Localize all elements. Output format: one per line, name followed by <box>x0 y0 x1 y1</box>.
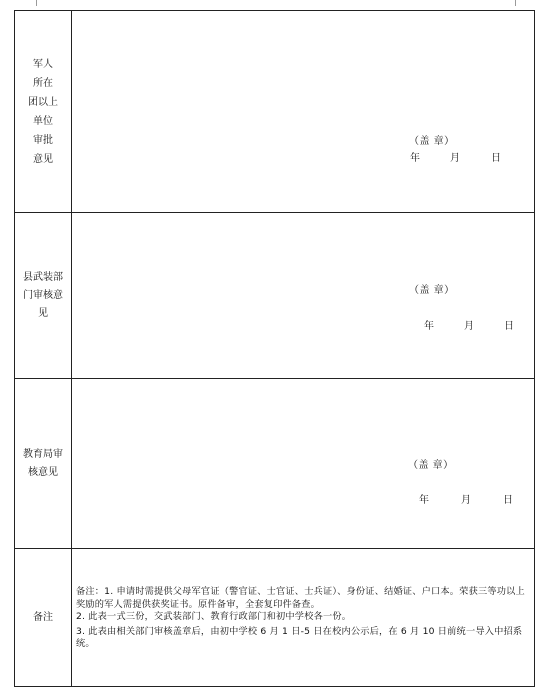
label-line: 单位 <box>33 115 53 127</box>
date-month: 月 <box>461 495 471 506</box>
approval-form-table <box>14 10 535 687</box>
label-line: 意见 <box>33 153 53 165</box>
label-armed-forces-review <box>15 213 72 379</box>
date-line <box>424 317 514 332</box>
date-day: 日 <box>503 495 513 506</box>
opinion-area-military-unit[interactable] <box>72 11 535 213</box>
label-military-unit-approval <box>15 11 72 213</box>
label-line: 教育局审 <box>23 448 63 460</box>
label-remarks: 备注 <box>15 549 72 687</box>
label-line: 军人 <box>33 58 53 70</box>
date-day: 日 <box>491 153 501 164</box>
date-line <box>410 149 501 164</box>
label-line: 见 <box>38 307 48 319</box>
date-year: 年 <box>424 321 434 332</box>
opinion-area-armed-forces[interactable] <box>72 213 535 379</box>
remarks-notes <box>76 586 526 651</box>
seal-placeholder: （盖 章） <box>408 460 454 471</box>
label-education-bureau-review <box>15 379 72 549</box>
seal-placeholder: （盖 章） <box>409 136 455 147</box>
date-day: 日 <box>504 321 514 332</box>
opinion-area-education-bureau[interactable] <box>72 379 535 549</box>
date-month: 月 <box>464 321 474 332</box>
label-line: 核意见 <box>28 466 58 478</box>
remark-line-2: 2. 此表一式三份，交武装部门、教育行政部门和初中学校各一份。 <box>76 611 352 622</box>
date-line <box>419 491 513 506</box>
row-armed-forces-review <box>15 213 535 379</box>
date-year: 年 <box>410 153 420 164</box>
date-year: 年 <box>419 495 429 506</box>
page-corner-mark-right <box>515 0 522 6</box>
page-corner-mark-left <box>30 0 37 6</box>
row-education-bureau-review <box>15 379 535 549</box>
row-military-unit-approval <box>15 11 535 213</box>
label-line: 所在 <box>33 77 53 89</box>
row-remarks <box>15 549 535 687</box>
remark-line-1: 备注：1. 申请时需提供父母军官证（警官证、士官证、士兵证）、身份证、结婚证、户口本。荣获三等功以上奖励的军人需提供获奖证书。原件备审，全套复印件备查。 <box>76 586 525 610</box>
label-line: 团以上 <box>28 96 58 108</box>
remarks-content <box>72 549 535 687</box>
label-line: 审批 <box>33 134 53 146</box>
remark-line-3: 3. 此表由相关部门审核盖章后，由初中学校 6 月 1 日-5 日在校内公示后，在 6 月 10 日前统一导入中招系统。 <box>76 625 523 649</box>
seal-placeholder: （盖 章） <box>409 285 455 296</box>
date-month: 月 <box>450 153 460 164</box>
label-line: 门审核意 <box>23 289 63 301</box>
label-line: 县武装部 <box>23 271 63 283</box>
